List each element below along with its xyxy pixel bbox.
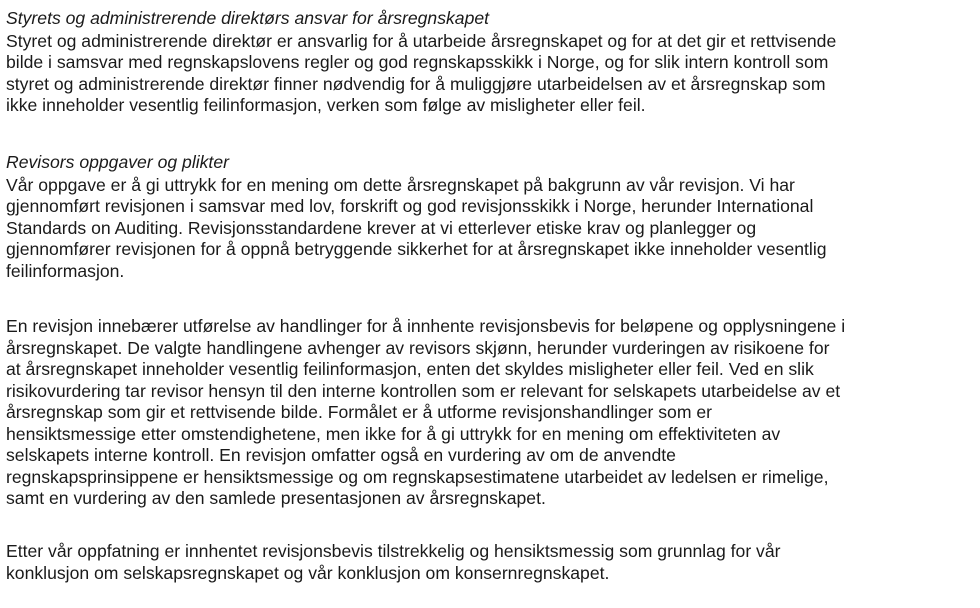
paragraph-line: Styret og administrerende direktør er ansvarlig for å utarbeide årsregnskapet og for at det gir et rettvisende	[6, 30, 837, 51]
paragraph-conclusion-basis	[6, 541, 781, 584]
paragraph-line: gjennomført revisjonen i samsvar med lov, forskrift og god revisjonsskikk i Norge, herunder International	[6, 196, 814, 216]
paragraph-audit-procedures	[6, 316, 845, 510]
section-auditor-duties	[6, 152, 827, 282]
section-board-responsibility	[6, 8, 836, 117]
section-heading-board-responsibility: Styrets og administrerende direktørs ansvar for årsregnskapet	[6, 8, 490, 28]
paragraph-line: bilde i samsvar med regnskapslovens regler og god regnskapsskikk i Norge, og for slik intern kontroll som	[6, 52, 829, 72]
paragraph-line: feilinformasjon.	[6, 260, 125, 281]
paragraph-line: styret og administrerende direktør finner nødvendig for å muliggjøre utarbeidelsen av et årsregnskap som	[6, 73, 826, 94]
paragraph-line: konklusjon om selskapsregnskapet og vår konklusjon om konsernregnskapet.	[6, 562, 610, 583]
paragraph-line: En revisjon innebærer utførelse av handlinger for å innhente revisjonsbevis for beløpene og opplysningene i	[6, 316, 846, 336]
paragraph-line: risikovurdering tar revisor hensyn til den interne kontrollen som er relevant for selskapets utarbeidelse av et	[6, 380, 841, 401]
paragraph-line: ikke inneholder vesentlig feilinformasjon, verken som følge av misligheter eller feil.	[6, 95, 646, 115]
paragraph-line: at årsregnskapet inneholder vesentlig feilinformasjon, enten det skyldes misligheter eller feil. Ved en slik	[6, 359, 814, 379]
paragraph-line: selskapets interne kontroll. En revisjon omfatter også en vurdering av om de anvendte	[6, 445, 676, 465]
section-heading-auditor-duties: Revisors oppgaver og plikter	[6, 152, 229, 172]
paragraph-line: samt en vurdering av den samlede presentasjonen av årsregnskapet.	[6, 488, 546, 508]
paragraph-line: Vår oppgave er å gi uttrykk for en mening om dette årsregnskapet på bakgrunn av vår revisjon. Vi har	[6, 174, 795, 195]
paragraph-line: regnskapsprinsippene er hensiktsmessige og om regnskapsestimatene utarbeidet av ledelsen er rimelige,	[6, 466, 829, 487]
paragraph-line: årsregnskap som gir et rettvisende bilde. Formålet er å utforme revisjonshandlinger som er	[6, 402, 713, 422]
paragraph-line: årsregnskapet. De valgte handlingene avhenger av revisors skjønn, herunder vurderingen av risikoene for	[6, 337, 830, 358]
paragraph-line: Standards on Auditing. Revisjonsstandardene krever at vi etterlever etiske krav og planlegger og	[6, 217, 757, 238]
paragraph-line: hensiktsmessige etter omstendighetene, men ikke for å gi uttrykk for en mening om effektiviteten av	[6, 423, 781, 444]
paragraph-line: Etter vår oppfatning er innhentet revisjonsbevis tilstrekkelig og hensiktsmessig som grunnlag for vår	[6, 541, 781, 561]
paragraph-line: gjennomfører revisjonen for å oppnå betryggende sikkerhet for at årsregnskapet ikke inneholder vesentlig	[6, 239, 827, 259]
